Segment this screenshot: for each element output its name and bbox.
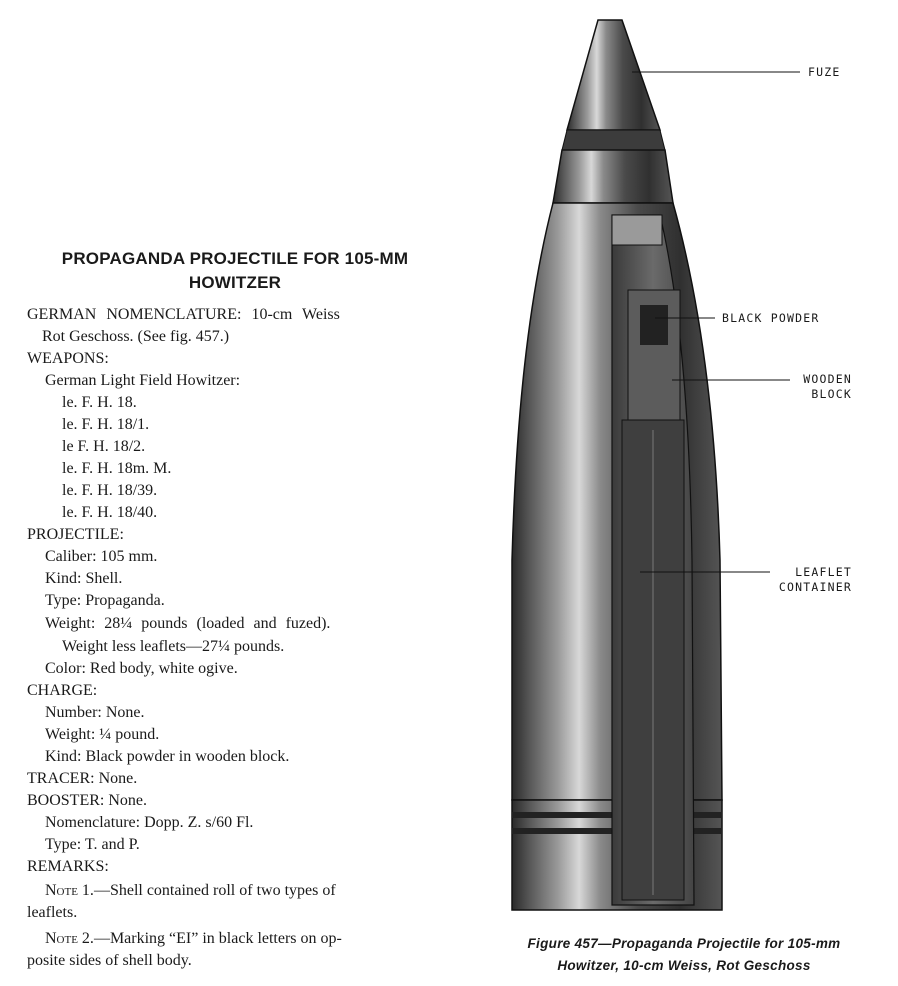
charge-weight-line: Weight: ¼ pound. — [45, 726, 160, 743]
weight-line-1: Weight: 28¼ pounds (loaded and fuzed). — [45, 615, 331, 632]
fuze-ring — [562, 130, 665, 150]
booster-nomenclature-line: Nomenclature: Dopp. Z. s/60 Fl. — [45, 814, 254, 831]
caliber-line: Caliber: 105 mm. — [45, 548, 158, 565]
booster-type-line: Type: T. and P. — [45, 836, 140, 853]
tracer-line: TRACER: None. — [27, 770, 138, 787]
nomenclature-line-2: Rot Geschoss. (See fig. 457.) — [42, 328, 230, 345]
nomenclature-line-1: GERMAN NOMENCLATURE: 10-cm Weiss — [27, 306, 340, 323]
weapon-item: le F. H. 18/2. — [62, 438, 146, 455]
weapon-item: le. F. H. 18. — [62, 394, 137, 411]
remarks-heading: REMARKS: — [27, 858, 109, 875]
type-line: Type: Propaganda. — [45, 592, 165, 609]
note-1-text: —Shell contained roll of two types of — [93, 882, 336, 899]
weapon-item: le. F. H. 18m. M. — [62, 460, 172, 477]
weapons-subheading: German Light Field Howitzer: — [45, 372, 241, 389]
weapon-item: le. F. H. 18/1. — [62, 416, 150, 433]
leaflet-container-label-line-2: CONTAINER — [778, 580, 852, 594]
weapon-item: le. F. H. 18/39. — [62, 482, 158, 499]
section-title-line-2: HOWITZER — [188, 273, 282, 292]
color-line: Color: Red body, white ogive. — [45, 660, 238, 677]
note-2-label: Note 2. — [45, 930, 94, 947]
note-2-line-2: posite sides of shell body. — [27, 952, 192, 969]
note-2-text: —Marking “EI” in black letters on op- — [93, 930, 342, 947]
weight-line-2: Weight less leaflets—27¼ pounds. — [62, 638, 285, 655]
section-title-line-1: PROPAGANDA PROJECTILE FOR 105-MM — [61, 249, 409, 268]
leaflet-container-label-line-1: LEAFLET — [795, 565, 852, 579]
black-powder-shape — [640, 305, 668, 345]
projectile-heading: PROJECTILE: — [27, 526, 124, 543]
figure-caption-line-1: Figure 457—Propaganda Projectile for 105-mm — [527, 936, 841, 951]
fuze-label: FUZE — [808, 65, 841, 79]
black-powder-label: BLACK POWDER — [722, 311, 820, 325]
fuze-body — [553, 150, 673, 203]
kind-line: Kind: Shell. — [45, 570, 123, 587]
wooden-block-label-line-2: BLOCK — [811, 387, 852, 401]
note-1-line-2: leaflets. — [27, 904, 78, 921]
charge-heading: CHARGE: — [27, 682, 98, 699]
wooden-block-label-line-1: WOODEN — [803, 372, 852, 386]
booster-line: BOOSTER: None. — [27, 792, 147, 809]
charge-kind-line: Kind: Black powder in wooden block. — [45, 748, 290, 765]
threaded-adapter — [612, 215, 662, 245]
fuze-nose — [567, 20, 660, 130]
weapons-heading: WEAPONS: — [27, 350, 109, 367]
figure-caption-line-2: Howitzer, 10-cm Weiss, Rot Geschoss — [557, 958, 811, 973]
charge-number-line: Number: None. — [45, 704, 145, 721]
note-1-label: Note 1. — [45, 882, 94, 899]
weapon-item: le. F. H. 18/40. — [62, 504, 158, 521]
